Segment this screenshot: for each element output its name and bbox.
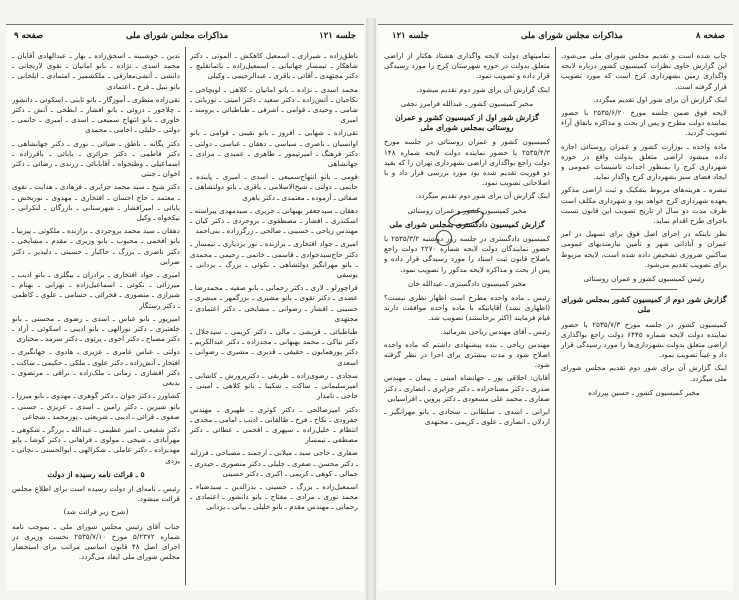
paragraph: رئیس ـ نامه‌ای از دولت رسیده است برای اطلاع مجلس قرائت میشود. [12, 483, 180, 504]
paragraph: نظر باینکه در اجرای اصل فوق برای تسهیل در امر عمران و آبادانی شهر و تأمین نیازمندیهای عمومی ساکنین ضروری تشخیص داده شده است، لایحه مربوط برای تصویب تقدیم می‌شود. [561, 229, 727, 269]
paragraph: مهندس ریاحی ـ بنده پیشنهادی داشتم که ماده واحده اصلاح شود و مدت بیشتری برای اجرا در نظر گرفته شود. [384, 339, 550, 370]
section-heading: گزارش شور اول از کمیسیون کشور و عمران روستائی بمجلس شورای ملی [395, 113, 539, 133]
paragraph: رئیس ـ ماده واحده مطرح است اظهار نظری نیست؟ (اظهاری نشد) آقایانیکه با ماده واحده موافقت دارند قیام فرمایند (اکثر برخاستند) تصویب شد. [384, 293, 550, 323]
letter-text: جناب آقای رئیس مجلس شورای ملی ـ بموجب نامه شماره ۵/۲۳۷۲ مورخ ۲۵۳۵/۷/۱۰ نخست وزیری در اجرای اصل ۴۸ قانون اساسی مراتب برای استحضار مجلس شورای ملی ایفاد می‌گردد. [12, 521, 180, 562]
paragraph: رئیس ـ آقای مهندس ریاحی بفرمائید. [440, 326, 550, 336]
paragraph: تقی‌زاده منظری ـ آموزگار ـ بانو ثابتی ـ اسکوئی ـ دانشور ـ چلاجور ـ دروئی ـ بانو افشار ـ ابطحی ـ آتش ـ دکتر خاوری ـ بانو انتهاج سمیعی ـ اسدی ـ امیری ـ حاتمی ـ دولتی ـ خلیلی ـ اخامی ـ محمدی [12, 94, 180, 135]
column-divider [185, 47, 186, 585]
book-gutter [366, 18, 376, 600]
paragraph: محمد اسدی ـ نژاده ـ بانو امانیان ـ کلاهی ـ لویچاخی ـ نکاحیان ـ آتش‌زاده ـ دکتر سعید ـ دکتر امینی ـ نوریانی ـ شامی ـ وحیدی ـ قوامی ـ اشرفی ـ طباطبائی ـ برومند ـ امیری [190, 84, 358, 125]
paragraph: دکتر شفیعی ـ امیر عظیمی ـ عبدالله ـ برزگر ـ شکوهی ـ مهرآبادی ـ شیخی ـ مولوی ـ فراهانی ـ دکتر کوشا ـ بانو مهدیزاده ـ دکتر عاملی ـ شکرالهی ـ ابوالحسنی ـ نجاتی ـ یزدی [12, 424, 180, 465]
paragraph: تدین ـ خوشبینه ـ اسحق‌زاده ـ بهار ـ عبدالهادی آقایان ـ محمد اسدی ـ نژاده ـ بانو امانیان ـ نقوی لاریجانی ـ دانشی ـ آتشی‌معارفی ـ ملکشمیر ـ امتمادی ـ ایلخانی ـ بانو نبیل ـ فرخ ـ اعتمادی [12, 51, 180, 91]
left-header-page: صفحه ۹ [14, 31, 44, 41]
signature-line: رئیس کمیسیون کشور و عمران روستائی [583, 274, 705, 284]
paragraph: سجادی ـ رضوی‌زاده ـ ظریفی ـ دکترپرورش ـ کاشانی ـ امیرسلیمانی ـ ساکت ـ شکیبا ـ بانو کلاهی ـ امینی ـ حاجی ـ نامدار [190, 370, 358, 401]
paragraph: امیرپور ـ بانو عباس ـ اسدی ـ رضوی ـ محسنی ـ بانو خلعتبری ـ دکتر نورالهی ـ بانو ادیبی ـ اسکوئی ـ آزاد ـ دکتر مصباح ـ دکتر اخوی ـ پرتوی ـ دکتر سرمد ـ مختاری [12, 313, 180, 344]
paragraph: دکتر امیرصالحی ـ دکتر کوثری ـ ظهیری ـ مهندس جفرودی ـ نکاح ـ فرخ ـ طالقانی ـ ادیب ـ امامی ـ مجدی ـ انتظام ـ خلیل‌زاده ـ سپهری ـ افخمی ـ عطائی ـ دکتر مصطفی ـ تیمسار [190, 404, 358, 445]
paragraph: امیری ـ جواد افتخاری ـ برازنده ـ نور بردیاری ـ تیمسار ـ دکتر حاج‌سیدجوادی ـ قاسمی ـ خاتمی ـ رحیمی ـ محمدی ـ بانو مهرانگیز دولتشاهی ـ نکوئی ـ بزرگ ـ یزدانی ـ یوسفی [190, 239, 358, 280]
left-page-left-column [12, 51, 180, 585]
paragraph: قراچورلو ـ لاری ـ دکتر رحمانی ـ بانو صفیه ـ محمدرضا ـ عضدی ـ دکتر تقوی ـ بانو مشیری ـ بزرگمهر ـ مبشری ـ حسینی ـ افشار ـ رضوانی ـ مشایخی ـ دکتر اعتمادی ـ مجتهدی [190, 283, 358, 323]
paragraph: دولتی ـ عباس عامری ـ عزیزی ـ هادوی ـ جهانگیری ـ افتخار ـ آتش‌زاده ـ دکتر علوی ـ ملکی ـ حکیمی ـ ساکت ـ دکتر افشاری ـ زمانی ـ ملک‌زاده ـ نراقی ـ مرتضوی ـ بدیعی [12, 347, 180, 388]
signature-line: مخبر کمیسیون دادگستری ـ عبدالله خان [407, 278, 527, 288]
paragraph: تمامیتهای دولت لایحه واگذاری هشتاد هکتار از اراضی متعلق بدولت در حوزه شهرستان کرج را مورد رسیدگی قرار داده و تصویب نمود. [384, 51, 550, 81]
paragraph: اسمعیل‌زاده ـ بزرگ ـ حسینی ـ بدرالدین ـ سیدضیاء ـ محمد نوری ـ مرادی ـ مفتاح ـ بانو دانشور ـ اعتمادی ـ رحمانی ـ مهندس مقدم ـ بانو خلیلی ـ بیاتی ـ یزدانی [190, 481, 358, 512]
paragraph: ناطق‌زاده ـ شیرازی ـ اسمعیل کاهکش ـ الموتی ـ دکتر شاهکار ـ تیمسار جهانبانی ـ اسمعیل‌زاده ـ باتمانقلیچ ـ دکتر مجتهدی ـ آقائی ـ باقری ـ عبدالرحیمی ـ وکیلی [190, 51, 358, 81]
paragraph: قومی ـ بانو انتهاج‌سمیعی ـ اسدی ـ امیری ـ پاینده ـ حاتمی ـ دولتی ـ شیخ‌الاسلامی ـ باقری ـ بانو دولتشاهی ـ صفائی ـ آزموده ـ معتمدی ـ دکتر باهری [190, 172, 358, 202]
signature-line: مخبر کمیسیون کشور ـ حسین پیرزاده [588, 387, 700, 397]
separator [611, 289, 677, 290]
paragraph: اینک گزارش آن برای شور اول تقدیم میگردد. [593, 94, 727, 104]
paragraph: طباطبائی ـ قریشی ـ مالی ـ دکتر کریمی ـ سیدجلال ـ دکتر نیاکی ـ محمد بهبهانی ـ مجدزاده ـ دکتر عبدالکریم ـ دکتر پورهمایون ـ حقیقی ـ قدیری ـ مشیری ـ رضوانی ـ اسعدی [190, 327, 358, 367]
right-page [378, 24, 733, 591]
subheading: (شرح زیر قرائت شد) [63, 507, 129, 517]
right-page-left-column [384, 51, 550, 585]
paragraph: کشاورز ـ دکتر جوان ـ دکتر گوهری ـ مهدوی ـ بانو میرزا ـ بانو شیرین ـ دکتر رامین ـ اسدی ـ عزیزی ـ حسنی ـ صفوی ـ قرائی ـ ادیبی ـ شریعتی ـ پورمحمد ـ شجاعی [12, 391, 180, 421]
paragraph: اینک گزارش آن برای شور دوم تقدیم میشود. [416, 84, 550, 94]
paragraph: دهقان ـ سیدجعفر بهبهانی ـ حریری ـ سیدمهدی پیراسته ـ اسکندری ـ افشار ـ مصطفوی ـ بروجردی ـ دکتر کیان ـ مهندس ریاحی ـ حسینی ـ صالحی ـ زرگرزاده ـ بنی‌احمد [190, 205, 358, 236]
paragraph: دهقان ـ سید محمد بروجردی ـ برازنده ـ ملکوتی ـ پیرنیا ـ بانو افخمی ـ محبوب ـ بانو وزیری ـ مقدم ـ مشایخی ـ دکتر ناصری ـ بزرگ ـ خاکباز ـ حسینی ـ دلپذیر ـ دکتر ضرابی [12, 226, 180, 266]
paragraph: صفاری ـ حاجی سید ـ میلانی ـ ارجمند ـ مصباحی ـ فرزانه ـ دکتر محسن ـ صفری ـ جلیلی ـ دکتر منصوری ـ حیدری ـ جمالی ـ کوهی ـ کریمی ـ اکبری ـ دکتر حسینی [190, 448, 358, 478]
right-page-right-column [561, 51, 727, 585]
paragraph: ماده واحده ـ بوزارت کشور و عمران روستائی اجازه داده میشود اراضی متعلق بدولت واقع در حوزه شهرداری کرج را بمنظور احداث تاسیسات عمومی و ایجاد فضای سبز بشهرداری کرج واگذار نماید. [561, 141, 727, 182]
section-heading: گزارش شور دوم از کمیسیون کشور بمجلس شورای ملی [561, 295, 727, 315]
right-header-title: مذاکرات مجلس شورای ملی [520, 31, 623, 41]
section-heading: گزارش کمیسیون دادگستری بمجلس شورای ملی [389, 219, 545, 229]
paragraph: اینک گزارش آن برای شور دوم تقدیم مجلس شورای ملی میگردد. [561, 363, 727, 383]
signature-line: مخبر کمیسیون کشور و عمران روستائی [407, 205, 527, 215]
left-page [6, 24, 364, 591]
left-page-right-column [190, 51, 358, 585]
paragraph: تبصره ـ هزینه‌های مربوط بتفکیک و ثبت اراضی مذکور بعهده شهرداری کرج خواهد بود و شهرداری مکلف است ظرف مدت دو سال از تاریخ تصویب این قانون نسبت باجرای طرح اقدام نماید. [561, 185, 727, 226]
signature-line: مخبر کمیسیون کشور ـ عبدالله فرامرز نجفی [400, 98, 534, 108]
paragraph: دکتر یگانه ـ ناطق ـ ضیائی ـ نوری ـ دکتر جهانشاهی ـ دکتر فاطمی ـ دکتر جزائری ـ بابائی ـ باقرزاده ـ اسماعیلی ـ وطنخواه ـ آقابابائی ـ زرندی ـ رضائی ـ دکتر اخوان ـ جنتی [12, 138, 180, 179]
left-header-session: جلسه ۱۲۱ [319, 31, 356, 41]
paragraph: لایحه فوق ضمن جلسه مورخ ۲۵۳۵/۶/۲۰ با حضور نماینده دولت مطرح و پس از بحث و مذاکره باتفاق آراء تصویب گردید. [561, 108, 727, 138]
paragraph: آقایان: اخلاقی پور ـ جهانشاه امینی ـ پیمان ـ مهندس صدری ـ دکتر مصباحزاده ـ دکتر جزایری ـ انصاری ـ دکتر صفاری ـ محمد علی مسعودی ـ دکتر پروین ـ افراسیابی [384, 373, 550, 403]
paragraph: کمیسیون دادگستری در جلسه روز دوشنبه ۲۵۳۵/۳/۲ با حضور نمایندگان دولت لایحه شماره ۲۲۷۰ دولت راجع باصلاح قانون ثبت اسناد را مورد رسیدگی قرار داده و پس از بحث و مذاکره لایحه مذکور را تصویب نمود. [384, 234, 550, 274]
circle-stamp-mark [436, 230, 452, 246]
right-header-page: صفحه ۸ [695, 31, 725, 41]
paragraph: اینک گزارش آن برای شور دوم تقدیم میگردد. [415, 191, 550, 201]
paragraph: ایرانی ـ اسدی ـ سلطانی ـ سجادی ـ بانو مهرانگیز ـ اردلان ـ انصاری ـ علوی ـ کریمی ـ مجتهدی [384, 407, 550, 427]
paragraph: تقی‌زاده ـ شهابی ـ افروز ـ بانو نقیبی ـ قوامی ـ بانو اوانسیان ـ ناصری ـ سیاسی ـ دهقان ـ عباسی ـ دولتی ـ دکتر فرهنگ ـ امیرتیمور ـ طاهری ـ عمیدی ـ مرادی ـ جهانشاهی [190, 128, 358, 169]
right-header-session: جلسه ۱۲۱ [392, 31, 429, 41]
paragraph: امیری ـ جواد افتخاری ـ برادران ـ بیگلری ـ بانو ادیب ـ میرزائی ـ نکوئی ـ اسماعیل‌زاده ـ تهرانی ـ بهنام ـ شیرازی ـ منصوری ـ فخرائی ـ حسامی ـ علوی ـ کاظمی ـ دکتر رستگار [12, 270, 180, 310]
section-heading: ۵ ـ قرائت نامه رسیده از دولت [47, 469, 145, 479]
paragraph: جاب شده است و تقدیم مجلس شورای ملی می‌شود. این گزارش حاوی نظرات کمیسیون کشور درباره لایحه واگذاری زمین بشهرداری کرج است که مورد تصویب قرار گرفته است. [561, 51, 727, 91]
left-header-title: مذاکرات مجلس شورای ملی [126, 31, 229, 41]
paragraph: کمیسیون کشور و عمران روستائی در جلسه مورخ ۲۵۳۵/۴/۳ با حضور نماینده دولت لایحه شماره ۱۴۸ دولت راجع بواگذاری اراضی بشهرداری تهران را که بقید دو فوریت تقدیم شده بود مورد بررسی قرار داد و با اصلاحاتی تصویب نمود. [384, 137, 550, 188]
column-divider [555, 47, 556, 585]
paragraph: دکتر شیخ ـ سید محمد جزایری ـ فرهادی ـ هدایت ـ تقوی ـ معتمد ـ حاج احسان ـ افتخاری ـ مهدوی ـ نوربخش ـ بابائی ـ امیرافشار ـ شهرستانی ـ بازرگان ـ لنکرانی ـ نیکخواه ـ وکیل [12, 182, 180, 223]
paragraph: کمیسیون کشور در جلسه مورخ ۲۵۳۵/۷/۳ با حضور نماینده دولت لایحه شماره ۶۴۴۵ دولت راجع بواگذاری اراضی متعلق بدولت بشهرداری‌ها را مورد رسیدگی قرار داد و عیناً تصویب نمود. [561, 319, 727, 360]
